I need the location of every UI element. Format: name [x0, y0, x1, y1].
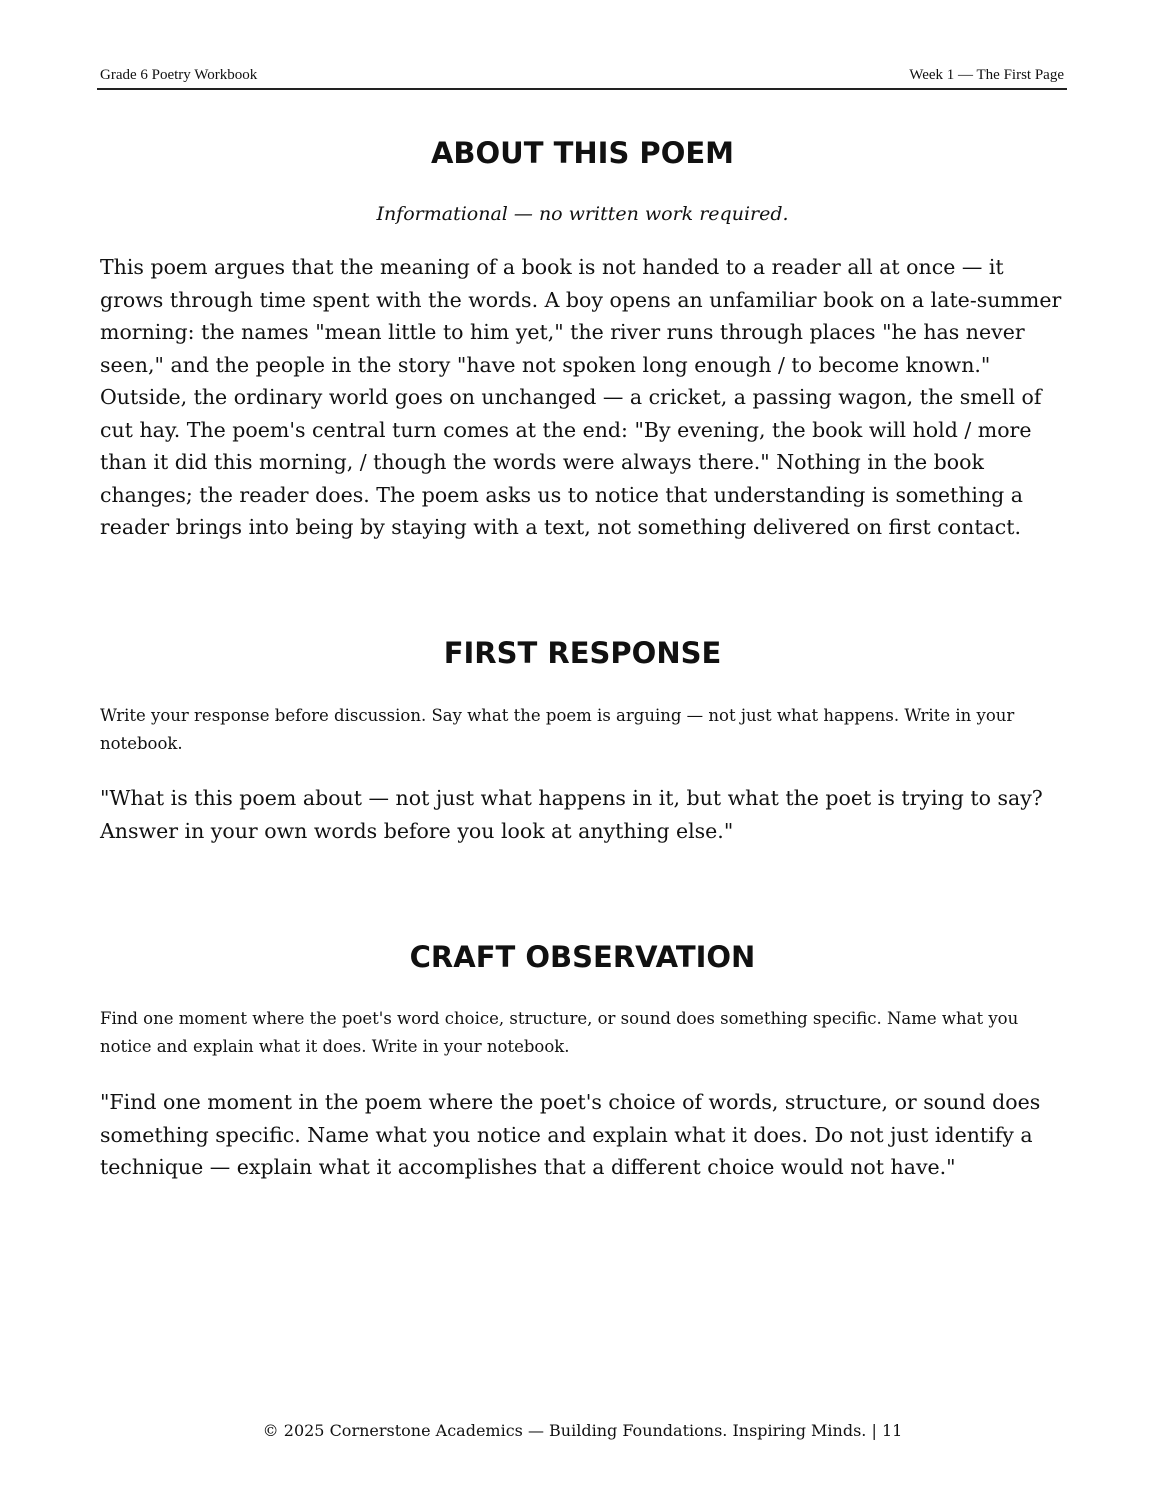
about-subtitle: Informational — no written work required. [376, 203, 789, 225]
first-response-title: FIRST RESPONSE [443, 636, 722, 670]
workbook-title: Grade 6 Poetry Workbook [100, 67, 258, 83]
first-response-instructions: Write your response before discussion. Say what the poem is arguing — not just what happens. Write in your notebook. [100, 706, 1015, 753]
craft-observation-instructions: Find one moment where the poet's word choice, structure, or sound does something specific. Name what you notice and explain what it does. Write in your notebook. [100, 1009, 1019, 1056]
first-response-prompt: "What is this poem about — not just what happens in it, but what the poet is trying to say? Answer in your own words before you look at anything else." [100, 786, 1043, 843]
about-section-title: ABOUT THIS POEM [430, 136, 735, 170]
page-header [97, 66, 1067, 90]
craft-observation-title: CRAFT OBSERVATION [409, 940, 756, 974]
page-footer: © 2025 Cornerstone Academics — Building Foundations. Inspiring Minds. | 11 [262, 1421, 903, 1440]
week-label: Week 1 — The First Page [909, 67, 1064, 83]
about-body: This poem argues that the meaning of a book is not handed to a reader all at once — it grows through time spent with the words. A boy opens an unfamiliar book on a late-summer morning: the names "mean little to him yet," the river runs through places "he has never seen," and the people in the story "have not spoken long enough / to become known." Outside, the ordinary world goes on unchanged — a cricket, a passing wagon, the smell of cut hay. The poem's central turn comes at the end: "By evening, the book will hold / more than it did this morning, / though the words were always there." Nothing in the book changes; the reader does. The poem asks us to notice that understanding is something a reader brings into being by staying with a text, not something delivered on first contact. [100, 255, 1062, 539]
craft-observation-prompt: "Find one moment in the poem where the poet's choice of words, structure, or sound does something specific. Name what you notice and explain what it does. Do not just identify a technique — explain what it accomplishes that a different choice would not have." [100, 1090, 1041, 1179]
